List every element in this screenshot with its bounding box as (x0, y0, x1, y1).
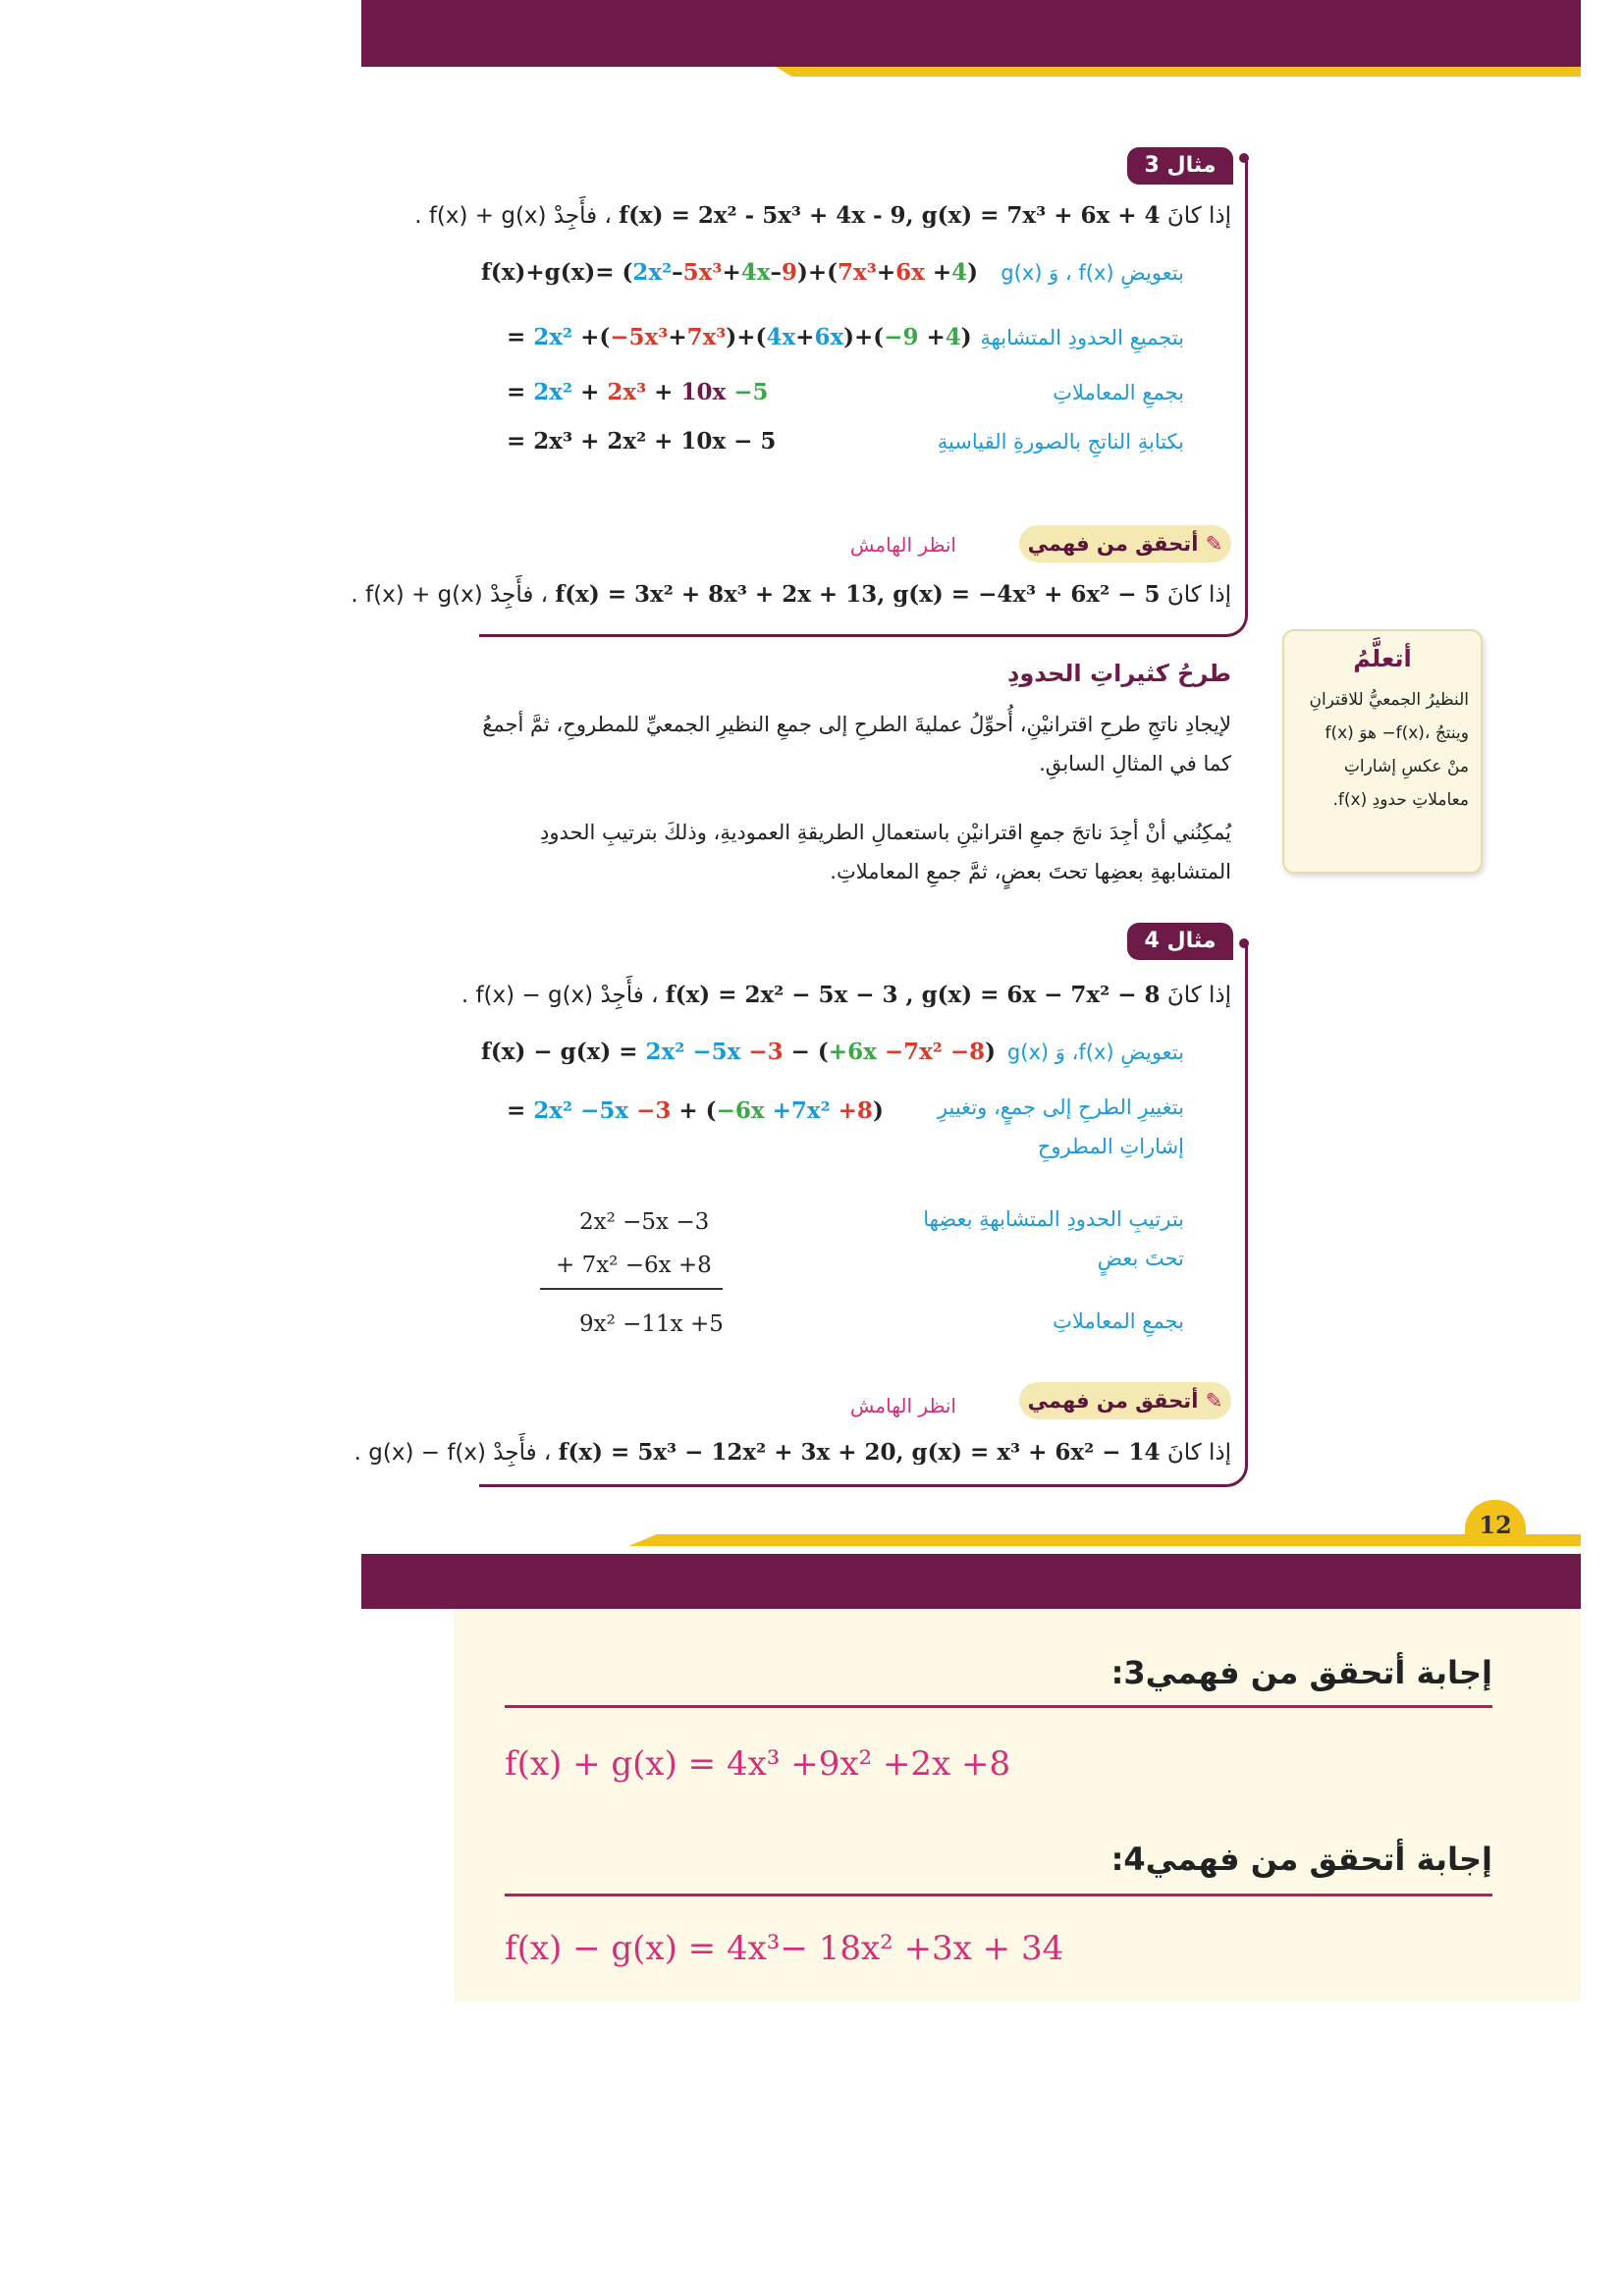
example4-step1-eq: f(x) − g(x) = 2x² −5x −3 − (+6x −7x² −8) (481, 1039, 997, 1065)
example4-check-pill (1019, 1382, 1231, 1419)
bottom-accent-stripe (628, 1534, 1581, 1546)
learn-box (1282, 629, 1483, 874)
learn-line4: معاملاتِ حدودِ f(x). (1332, 790, 1469, 810)
example3-step3-label: بجمعِ المعاملاتِ (1053, 381, 1184, 404)
example3-question-suffix: ، فأَجِدْ f(x) + g(x) . (414, 203, 612, 229)
example4-check-suffix: ، فأَجِدْ g(x) − f(x) . (353, 1440, 552, 1466)
example4-vert-row1: 2x² −5x −3 (579, 1209, 710, 1235)
example3-step2-label: بتجميعِ الحدودِ المتشابهةِ (980, 326, 1184, 349)
example3-step4-eq: = 2x³ + 2x² + 10x − 5 (507, 428, 777, 454)
answer4-title: إجابة أتحقق من فهمي4: (1110, 1841, 1492, 1878)
top-accent-stripe (776, 67, 1581, 77)
example3-question-prefix: إذا كانَ (1166, 203, 1231, 229)
example4-step3-label-a: بترتيبِ الحدودِ المتشابهةِ بعضِها (923, 1207, 1184, 1231)
example3-question-funcs: f(x) = 2x² - 5x³ + 4x - 9, g(x) = 7x³ + 6x + 4 (619, 202, 1161, 229)
example4-question-funcs: f(x) = 2x² − 5x − 3 , g(x) = 6x − 7x² − 8 (665, 982, 1161, 1008)
answer-panel (454, 1609, 1581, 2002)
example4-check-funcs: f(x) = 5x³ − 12x² + 3x + 20, g(x) = x³ + 6x² − 14 (558, 1439, 1161, 1466)
example4-step2-eq: = 2x² −5x −3 + (−6x +7x² +8) (507, 1097, 884, 1124)
example4-step4-label: بجمعِ المعاملاتِ (1053, 1309, 1184, 1333)
example4-see-margin: انظر الهامش (849, 1394, 956, 1417)
example4-step2-label-b: إشاراتِ المطروحِ (1037, 1135, 1184, 1158)
answer4-eq: f(x) − g(x) = 4x³− 18x² +3x + 34 (505, 1929, 1064, 1968)
example3-check-pill (1019, 525, 1231, 562)
learn-line1: النظيرُ الجمعيُّ للاقترانِ (1309, 690, 1469, 710)
example4-tab: مثال 4 (1127, 923, 1233, 960)
answer4-rule (505, 1894, 1492, 1896)
top-banner (361, 0, 1581, 67)
example4-vert-row2: + 7x² −6x +8 (556, 1253, 712, 1278)
example3-tab: مثال 3 (1127, 147, 1233, 185)
section-para1: لإيجادِ ناتجِ طرحِ اقترانيْنِ، أُحوِّلُ عمليةَ الطرحِ إلى جمعِ النظيرِ الجمعيِّ للمطروحِ، ثمَّ أجمعُ كما في المثالِ السابقِ. (482, 713, 1231, 775)
learn-line3: منْ عكسِ إشاراتِ (1343, 757, 1469, 776)
example4-check-question (353, 1439, 1231, 1466)
example4-step1-label: بتعويضِ f(x)، وَ g(x) (1006, 1041, 1184, 1064)
example3-check-question (351, 581, 1231, 608)
example4-check-label: أتحقق من فهمي (1027, 1389, 1199, 1413)
example3-check-label: أتحقق من فهمي (1027, 532, 1199, 556)
section-para2: يُمكِنُني أنْ أجِدَ ناتجَ جمعِ اقترانيْنِ باستعمالِ الطريقةِ العموديةِ، وذلكَ بترتيبِ الحدودِ المتشابهةِ بعضِها تحتَ بعضٍ، ثمَّ جمعِ المعاملاتِ. (540, 821, 1231, 883)
answer3-eq: f(x) + g(x) = 4x³ +9x² +2x +8 (505, 1744, 1011, 1784)
example3-dot (1239, 153, 1249, 163)
example4-question (446, 982, 1231, 1008)
example4-step3-label-b: تحتَ بعضٍ (1097, 1247, 1184, 1270)
example3-see-margin: انظر الهامش (849, 533, 956, 557)
example3-step1-label: بتعويضِ f(x) ، وَ g(x) (1001, 261, 1184, 285)
example3-check-funcs: f(x) = 3x² + 8x³ + 2x + 13, g(x) = −4x³ + 6x² − 5 (555, 581, 1161, 608)
example3-check-prefix: إذا كانَ (1166, 582, 1231, 608)
example3-step3-eq: = 2x² + 2x³ + 10x −5 (507, 379, 769, 405)
example4-dot (1239, 938, 1249, 948)
example3-check-suffix: ، فأَجِدْ f(x) + g(x) . (351, 582, 549, 608)
page-number: 12 (1465, 1500, 1526, 1545)
pencil-icon: ✎ (1205, 1389, 1223, 1413)
example4-step2-label-a: بتغييرِ الطرحِ إلى جمعٍ، وتغييرِ (937, 1095, 1184, 1119)
example3-step1-eq: f(x)+g(x)= (2x²–5x³+4x–9)+(7x³+6x +4) (481, 259, 979, 286)
learn-line2: f(x) هوَ −f(x)، وينتجُ (1325, 723, 1469, 743)
example4-vert-rule (540, 1288, 723, 1290)
section-heading: طرحُ كثيراتِ الحدودِ (1007, 660, 1231, 687)
example4-vert-result: 9x² −11x +5 (579, 1311, 724, 1337)
bottom-banner (361, 1554, 1581, 1609)
answer3-title: إجابة أتحقق من فهمي3: (1110, 1654, 1492, 1691)
pencil-icon: ✎ (1205, 532, 1223, 556)
example3-question (414, 202, 1231, 229)
example3-step4-label: بكتابةِ الناتجِ بالصورةِ القياسيةِ (937, 430, 1184, 454)
learn-title: أتعلَّمُ (1353, 645, 1412, 672)
example4-question-prefix: إذا كانَ (1166, 983, 1231, 1008)
answer3-rule (505, 1705, 1492, 1708)
example4-check-prefix: إذا كانَ (1166, 1440, 1231, 1466)
example3-step2-eq: = 2x² +(−5x³+7x³)+(4x+6x)+(−9 +4) (507, 324, 972, 350)
example4-question-suffix: ، فأَجِدْ f(x) − g(x) . (460, 983, 659, 1008)
